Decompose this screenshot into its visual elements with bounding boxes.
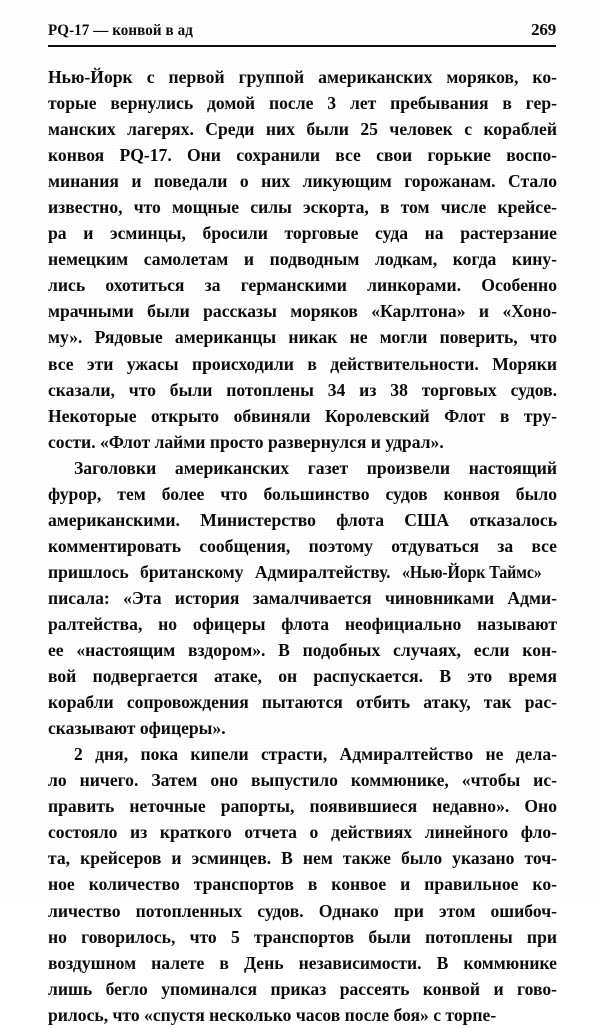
text-line: сказали, что были потоплены 34 из 38 торговых судов. (48, 379, 557, 400)
text-line: все эти ужасы происходили в действительности. Моряки (48, 353, 557, 374)
text-line: фурор, тем более что большинство судов конвоя было (48, 483, 557, 504)
paragraph-headlines (48, 455, 557, 742)
text-line: конвоя PQ-17. Они сохранили все свои горькие воспо- (48, 145, 557, 166)
text-line: лишь бегло упоминался приказ рассеять конвой и гово- (48, 978, 557, 999)
text-line: комментировать сообщения, поэтому отдуваться за все (48, 535, 557, 556)
text-line: но говорилось, что 5 транспортов были потоплены при (48, 926, 557, 947)
text-line: вой подвергается атаке, он распускается. В это время (48, 666, 557, 687)
text-line: ра и эсминцы, бросили торговые суда на растерзание (48, 223, 557, 244)
paragraph-communique (48, 741, 557, 1028)
text-line: мрачными были рассказы моряков «Карлтона» и «Хоно- (48, 301, 557, 322)
running-head (48, 20, 556, 44)
text-line: пришлось британскому Адмиралтейству. «Нью-Йорк Таймс» (48, 559, 557, 585)
paragraph-continued (48, 64, 557, 455)
text-line: рилось, что «спустя несколько часов после боя» с торпе- (48, 1004, 497, 1025)
text-line: ралтейства, но офицеры флота неофициально называют (48, 613, 557, 634)
text-line: воздушном налете в День независимости. В коммюнике (48, 952, 557, 973)
text-line: личество потопленных судов. Однако при этом ошибоч- (48, 900, 557, 921)
text-line: немецким самолетам и подводным лодкам, когда кину- (48, 249, 557, 270)
text-line: сости. «Флот лайми просто развернулся и удрал». (48, 431, 444, 452)
text-line: минания и поведали о них ликующим горожанам. Стало (48, 171, 557, 192)
page-number: 269 (531, 20, 556, 39)
text-line: корабли сопровождения пытаются отбить атаку, так рас- (48, 692, 557, 713)
text-line: американскими. Министерство флота США отказалось (48, 509, 557, 530)
text-line: та, крейсеров и эсминцев. В нем также было указано точ- (48, 848, 557, 869)
text-line: сказывают офицеры». (48, 718, 226, 739)
text-line: му». Рядовые американцы никак не могли поверить, что (48, 327, 557, 348)
text-line: Нью-Йорк с первой группой американских моряков, ко- (48, 67, 557, 87)
text-line: ло ничего. Затем оно выпустило коммюнике, «чтобы ис- (48, 770, 557, 791)
text-line: писала: «Эта история замалчивается чиновниками Адми- (48, 587, 557, 608)
text-line: состояло из краткого отчета о действиях линейного фло- (48, 822, 557, 843)
text-line: ее «настоящим вздором». В подобных случаях, если кон- (48, 640, 557, 661)
text-line: манских лагерях. Среди них были 25 человек с кораблей (48, 119, 557, 140)
text-line: ное количество транспортов в конвое и правильное ко- (48, 874, 557, 895)
text-line: 2 дня, пока кипели страсти, Адмиралтейство не дела- (74, 744, 557, 765)
text-line: известно, что мощные силы эскорта, в том числе крейсе- (48, 197, 557, 218)
text-line: Некоторые открыто обвиняли Королевский Флот в тру- (48, 405, 557, 426)
newspaper-name: «Нью-Йорк Таймс» (401, 561, 542, 582)
text-line: лись охотиться за германскими линкорами. Особенно (48, 275, 557, 296)
header-rule (48, 45, 556, 47)
text-line: торые вернулись домой после 3 лет пребывания в гер- (48, 93, 557, 114)
text-line: Заголовки американских газет произвели настоящий (74, 457, 557, 478)
text-line: править неточные рапорты, появившиеся недавно». Оно (48, 796, 557, 817)
running-head-title: PQ-17 — конвой в ад (48, 22, 193, 39)
body-text-block (48, 64, 557, 1028)
